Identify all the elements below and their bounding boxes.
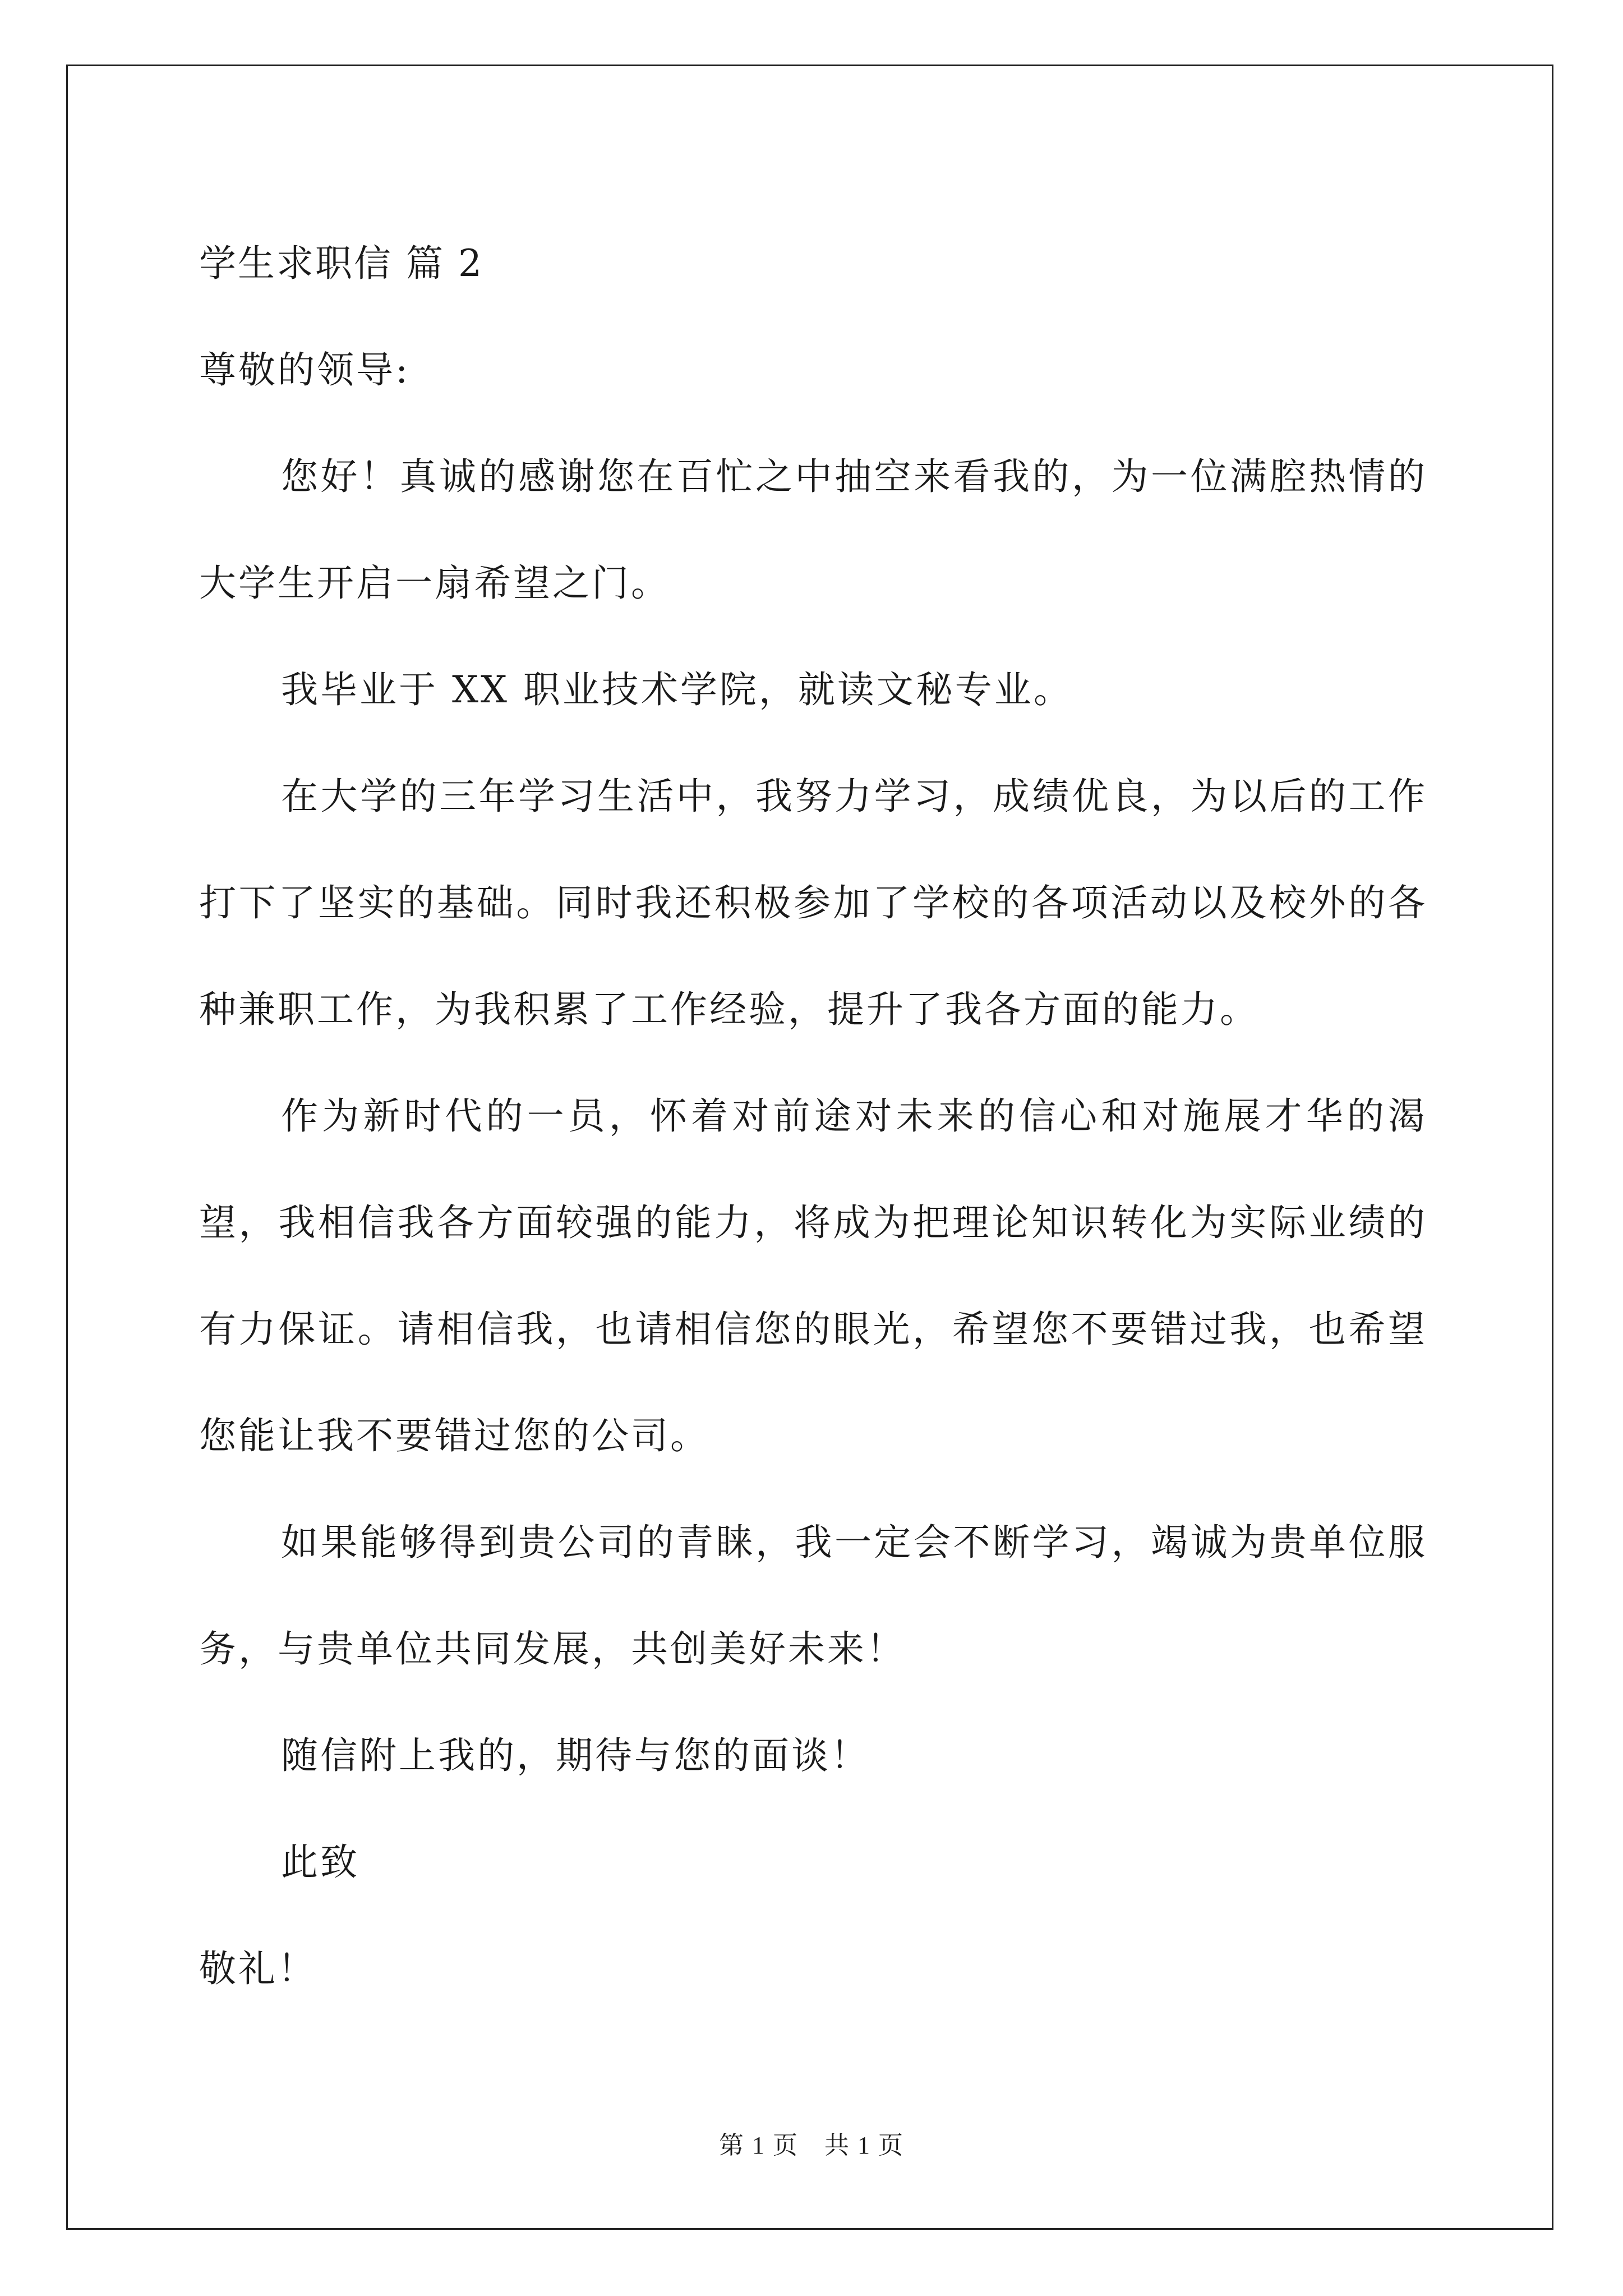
paragraph-education: 我毕业于 XX 职业技术学院，就读文秘专业。: [281, 668, 1073, 711]
closing: 此致: [281, 1841, 359, 1884]
paragraph-commitment: 如果能够得到贵公司的青睐，我一定会不断学习，竭诚为贵单位服务，与贵单位共同发展，共创美好未来！: [199, 1521, 1427, 1671]
paragraph-greeting: 您好！真诚的感谢您在百忙之中抽空来看我的，为一位满腔热情的大学生开启一扇希望之门。: [199, 455, 1427, 605]
salutation: 尊敬的领导:: [199, 348, 411, 392]
page-footer: 第 1 页 共 1 页: [719, 2132, 904, 2159]
paragraph-attachment: 随信附上我的，期待与您的面谈！: [281, 1734, 870, 1777]
document-body: [199, 210, 1427, 2022]
paragraph-confidence: 作为新时代的一员，怀着对前途对未来的信心和对施展才华的渴望，我相信我各方面较强的能力，将成为把理论知识转化为实际业绩的有力保证。请相信我，也请相信您的眼光，希望您不要错过我，也希望您能让我不要错过您的公司。: [199, 1094, 1427, 1457]
document-title: 学生求职信 篇 2: [199, 242, 483, 285]
paragraph-college-life: 在大学的三年学习生活中，我努力学习，成绩优良，为以后的工作打下了坚实的基础。同时我还积极参加了学校的各项活动以及校外的各种兼职工作，为我积累了工作经验，提升了我各方面的能力。: [199, 775, 1427, 1031]
regards: 敬礼！: [199, 1947, 317, 1990]
